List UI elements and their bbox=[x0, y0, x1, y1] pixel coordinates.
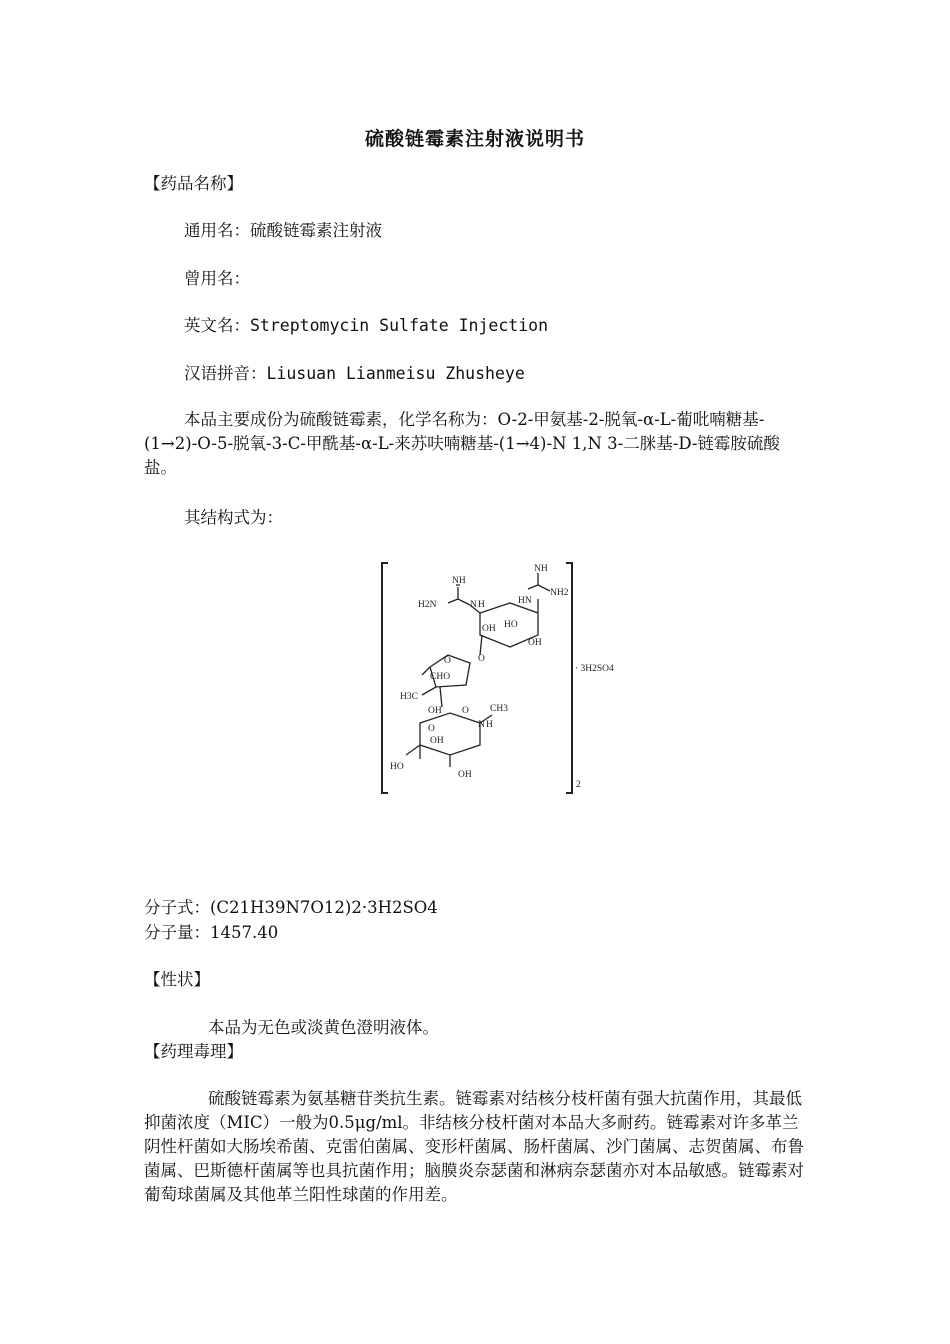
section-heading-appearance: 【性状】 bbox=[144, 970, 210, 989]
struct-label-h3c: H3C bbox=[400, 692, 418, 702]
pinyin-row bbox=[184, 362, 525, 386]
struct-label-n-mid: N bbox=[478, 720, 485, 730]
generic-name: 通用名：硫酸链霉素注射液 bbox=[184, 221, 382, 240]
section-heading-drug-name: 【药品名称】 bbox=[144, 174, 243, 193]
struct-label-subscript-2: 2 bbox=[576, 780, 581, 790]
english-name-label: 英文名： bbox=[184, 316, 250, 335]
pharmacology-text: 硫酸链霉素为氨基糖苷类抗生素。链霉素对结核分枝杆菌有强大抗菌作用，其最低抑菌浓度（MIC）一般为0.5μg/ml。非结核分枝杆菌对本品大多耐药。链霉素对许多革兰阴性杆菌如大肠埃希菌、克雷伯菌属、变形杆菌属、肠杆菌属、沙门菌属、志贺菌属、布鲁菌属、巴斯德杆菌属等也具抗菌作用；脑膜炎奈瑟菌和淋病奈瑟菌亦对本品敏感。链霉素对葡萄球菌属及其他革兰阳性球菌的作用差。 bbox=[144, 1089, 804, 1204]
struct-label-hn-right: HN bbox=[518, 596, 532, 606]
formula-label: 分子式： bbox=[144, 898, 210, 917]
structure-label: 其结构式为： bbox=[184, 508, 283, 527]
struct-label-o-ring-2: O bbox=[428, 724, 435, 734]
composition-paragraph bbox=[144, 408, 809, 480]
struct-label-oh-4: OH bbox=[430, 736, 444, 746]
composition-text: 本品主要成份为硫酸链霉素，化学名称为：O-2-甲氨基-2-脱氧-α-L-葡吡喃糖基-(1→2)-O-5-脱氧-3-C-甲酰基-α-L-来苏呋喃糖基-(1→4)-N 1,N 3-二脒基-D-链霉胺硫酸盐。 bbox=[144, 410, 780, 477]
english-name-row bbox=[184, 314, 548, 338]
struct-label-nh-top-left: NH bbox=[452, 576, 466, 586]
struct-label-o-link-1: O bbox=[478, 654, 485, 664]
former-name: 曾用名： bbox=[184, 269, 250, 288]
struct-label-ho-1: HO bbox=[504, 620, 518, 630]
pinyin-value: Liusuan Lianmeisu Zhusheye bbox=[266, 364, 525, 383]
struct-label-oh-2: OH bbox=[528, 638, 542, 648]
struct-label-ho-2: HO bbox=[390, 762, 404, 772]
struct-label-oh-5: OH bbox=[458, 770, 472, 780]
document-title: 硫酸链霉素注射液说明书 bbox=[364, 128, 585, 150]
struct-label-h-left: H bbox=[478, 600, 485, 610]
struct-label-cho: CHO bbox=[430, 672, 451, 682]
pinyin-label: 汉语拼音： bbox=[184, 364, 267, 383]
molecular-weight-row bbox=[144, 921, 278, 945]
mw-label: 分子量： bbox=[144, 923, 210, 942]
pharmacology-paragraph bbox=[144, 1087, 809, 1207]
english-name-value: Streptomycin Sulfate Injection bbox=[250, 316, 549, 335]
struct-label-h-mid: H bbox=[486, 720, 493, 730]
struct-label-o-link-2: O bbox=[462, 706, 469, 716]
struct-label-ch3: CH3 bbox=[490, 704, 508, 714]
mw-value: 1457.40 bbox=[210, 923, 279, 942]
structural-formula-svg bbox=[370, 555, 650, 800]
structural-formula-figure bbox=[370, 555, 650, 800]
struct-label-oh-3: OH bbox=[428, 706, 442, 716]
struct-label-nh2-right: NH2 bbox=[550, 588, 569, 598]
struct-label-n-left: N bbox=[470, 600, 477, 610]
struct-label-h2n: H2N bbox=[418, 600, 437, 610]
appearance-text: 本品为无色或淡黄色澄明液体。 bbox=[208, 1018, 439, 1037]
formula-value: (C21H39N7O12)2·3H2SO4 bbox=[210, 898, 438, 917]
struct-label-sulfate: · 3H2SO4 bbox=[575, 664, 614, 674]
struct-label-o-ring-1: O bbox=[444, 656, 451, 666]
section-heading-pharmacology: 【药理毒理】 bbox=[144, 1042, 243, 1061]
formula-row bbox=[144, 896, 438, 920]
struct-label-oh-1: OH bbox=[482, 624, 496, 634]
struct-label-nh-top-right: NH bbox=[534, 564, 548, 574]
